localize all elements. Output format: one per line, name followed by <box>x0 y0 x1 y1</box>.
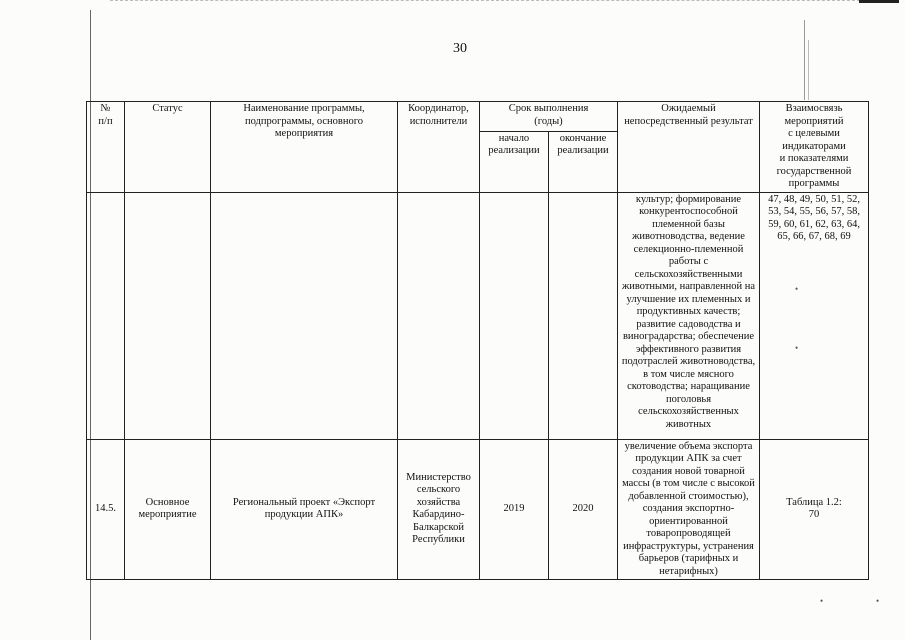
scan-speck: • <box>795 343 799 353</box>
table-row-14-5 <box>87 439 869 580</box>
cell-coordinator <box>398 192 480 439</box>
cell-start: 2019 <box>480 439 549 580</box>
header-status: Статус <box>125 102 211 193</box>
header-link: Взаимосвязь мероприятий с целевыми индикаторами и показателями государственной программы <box>760 102 869 193</box>
program-table <box>86 101 869 580</box>
scan-speck: • <box>795 284 799 294</box>
cell-coordinator: Министерство сельского хозяйства Кабардино- Балкарской Республики <box>398 439 480 580</box>
scan-speck: • <box>820 596 824 606</box>
scan-line <box>804 20 805 100</box>
table-row-continuation <box>87 192 869 439</box>
cell-status <box>125 192 211 439</box>
header-term-start: начало реализации <box>480 131 549 192</box>
scan-mark <box>859 0 899 3</box>
cell-end: 2020 <box>549 439 618 580</box>
cell-result: увеличение объема экспорта продукции АПК за счет создания новой товарной массы (в том числе с высокой добавленной стоимостью), создания экспортно-ориентированной товаропроводящей инфраструктуры, устранения барьеров (тарифных и нетарифных) <box>618 439 760 580</box>
header-term: Срок выполнения (годы) <box>480 102 618 132</box>
header-num: № п/п <box>87 102 125 193</box>
cell-link: Таблица 1.2: 70 <box>760 439 869 580</box>
cell-start <box>480 192 549 439</box>
cell-result: культур; формирование конкурентоспособной племенной базы животноводства, ведение селекционно-племенной работы с сельскохозяйственными животными, направленной на улучшение их племенных и продуктивных качеств; развитие садоводства и виноградарства; обеспечение эффективного развития подотраслей животноводства, в том числе мясного скотоводства; наращивание поголовья сельскохозяйственных животных <box>618 192 760 439</box>
scan-edge <box>110 0 875 2</box>
cell-status: Основное мероприятие <box>125 439 211 580</box>
cell-num <box>87 192 125 439</box>
cell-num: 14.5. <box>87 439 125 580</box>
cell-name <box>211 192 398 439</box>
cell-name: Региональный проект «Экспорт продукции АПК» <box>211 439 398 580</box>
scan-speck: • <box>876 596 880 606</box>
header-term-end: окончание реализации <box>549 131 618 192</box>
header-row <box>87 102 869 132</box>
header-result: Ожидаемый непосредственный результат <box>618 102 760 193</box>
page-number: 30 <box>453 41 467 56</box>
header-name: Наименование программы, подпрограммы, основного мероприятия <box>211 102 398 193</box>
cell-link: 47, 48, 49, 50, 51, 52, 53, 54, 55, 56, 57, 58, 59, 60, 61, 62, 63, 64, 65, 66, 67, 68, 69 <box>760 192 869 439</box>
cell-end <box>549 192 618 439</box>
header-coordinator: Координатор, исполнители <box>398 102 480 193</box>
